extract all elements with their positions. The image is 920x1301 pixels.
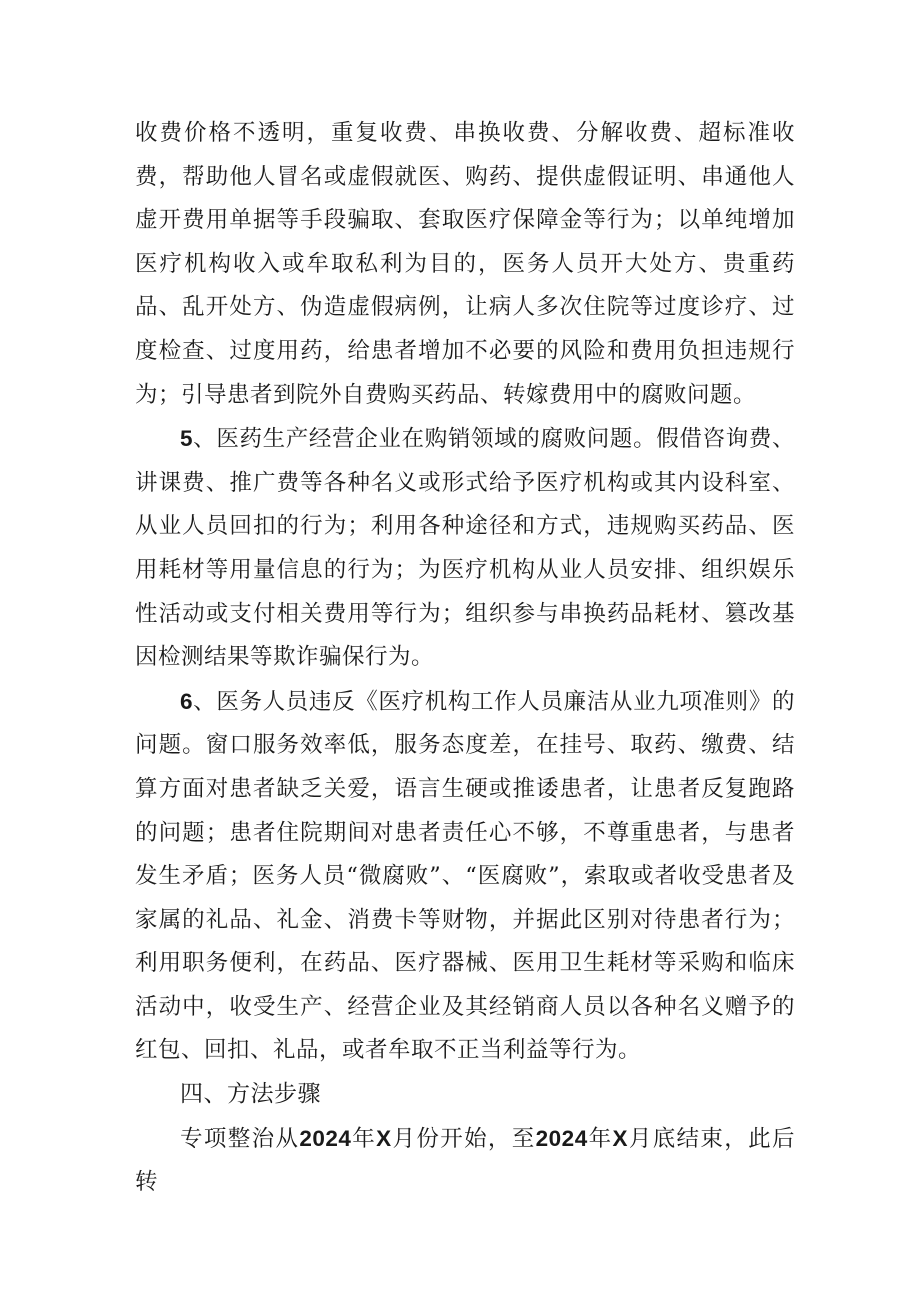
item-text-5: 、医药生产经营企业在购销领域的腐败问题。假借咨询费、讲课费、推广费等各种名义或形式给予医疗机构或其内设科室、从业人员回扣的行为；利用各种途径和方式，违规购买药品、医用耗材等用量信息的行为；为医疗机构从业人员安排、组织娱乐性活动或支付相关费用等行为；组织参与串换药品耗材、篡改基因检测结果等欺诈骗保行为。 — [135, 426, 795, 671]
item-text-6: 、医务人员违反《医疗机构工作人员廉洁从业九项准则》的问题。窗口服务效率低，服务态度差，在挂号、取药、缴费、结算方面对患者缺乏关爱，语言生硬或推诿患者，让患者反复跑路的问题；患者住院期间对患者责任心不够，不尊重患者，与患者发生矛盾；医务人员“微腐败”、“医腐败”，索取或者收受患者及家属的礼品、礼金、消费卡等财物，并据此区别对待患者行为；利用职务便利，在药品、医疗器械、医用卫生耗材等采购和临床活动中，收受生产、经营企业及其经销商人员以各种名义赠予的红包、回扣、礼品，或者牟取不正当利益等行为。 — [135, 688, 795, 1064]
document-page — [135, 112, 795, 1205]
month-1: X — [376, 1125, 392, 1151]
year-2: 2024 — [535, 1125, 588, 1151]
month-2: X — [612, 1125, 628, 1151]
item-number-6: 6 — [180, 688, 194, 714]
text-part-1: 专项整治从 — [180, 1125, 300, 1152]
item-number-5: 5 — [180, 426, 194, 452]
paragraph-continuation: 收费价格不透明，重复收费、串换收费、分解收费、超标准收费，帮助他人冒名或虚假就医、购药、提供虚假证明、串通他人虚开费用单据等手段骗取、套取医疗保障金等行为；以单纯增加医疗机构收入或牟取私利为目的，医务人员开大处方、贵重药品、乱开处方、伪造虚假病例，让病人多次住院等过度诊疗、过度检查、过度用药，给患者增加不必要的风险和费用负担违规行为；引导患者到院外自费购买药品、转嫁费用中的腐败问题。 — [135, 120, 795, 408]
text-part-5: 月底结束，此后转 — [135, 1125, 795, 1196]
section-heading: 四、方法步骤 — [180, 1081, 321, 1108]
year-1: 2024 — [299, 1125, 352, 1151]
paragraph-method-steps — [135, 1117, 795, 1205]
paragraph-item-5 — [135, 417, 795, 680]
text-part-3: 月份开始，至 — [391, 1125, 536, 1152]
text-part-2: 年 — [351, 1125, 377, 1152]
text-part-4: 年 — [587, 1125, 613, 1152]
paragraph-item-6 — [135, 680, 795, 1073]
